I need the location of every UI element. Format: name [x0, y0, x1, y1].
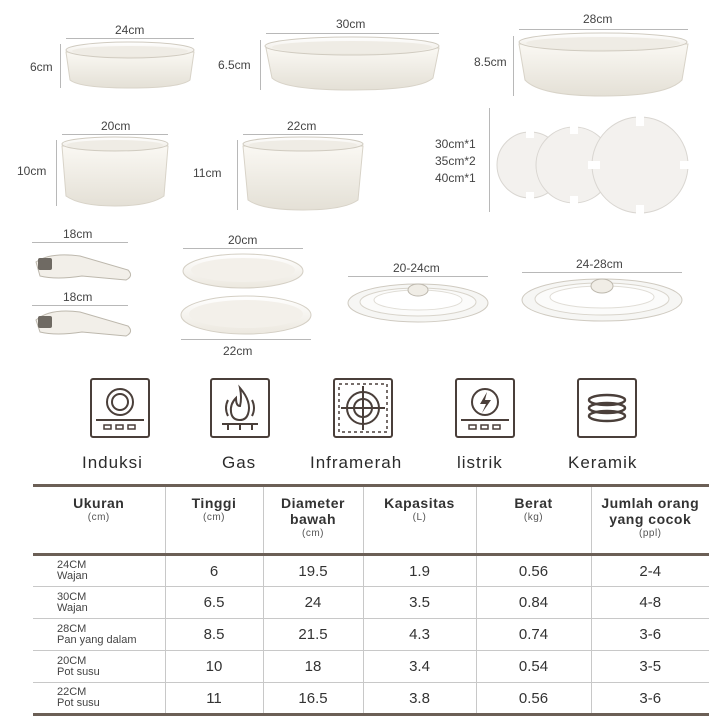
pot20-height-label: 10cm [17, 164, 47, 178]
cell-diameter: 24 [263, 587, 363, 619]
cell-size: 30CM Wajan [33, 587, 165, 619]
cell-height: 10 [165, 651, 263, 683]
protector-size-1: 30cm*1 [435, 137, 476, 151]
cell-capacity: 4.3 [363, 619, 476, 651]
cell-people: 3-5 [639, 658, 662, 675]
cell-people: 2-4 [639, 562, 662, 580]
protector-size-3: 40cm*1 [435, 171, 476, 185]
gas-flame-icon [210, 378, 270, 438]
pan24-width-label: 24cm [115, 23, 145, 37]
table-row [33, 587, 709, 619]
cell-diameter: 18 [263, 651, 363, 683]
cell-size: 20CM Pot susu [33, 651, 165, 683]
handle2-length-label: 18cm [63, 290, 93, 304]
cell-weight: 0.56 [476, 555, 591, 587]
flat-lid20-label: 20cm [228, 233, 258, 247]
protector-size-2: 35cm*2 [435, 154, 476, 168]
heat-label-listrik: listrik [457, 453, 503, 472]
detachable-handle-1 [36, 255, 131, 280]
pan30-height-label: 6.5cm [218, 58, 251, 72]
pot22-width-label: 22cm [287, 119, 317, 133]
glass-lid-20-24cm [348, 284, 488, 322]
cell-people: 4-8 [639, 594, 662, 611]
infrared-burner-icon [333, 378, 393, 438]
milk-pot-20cm [62, 137, 168, 206]
cell-weight: 0.54 [476, 651, 591, 683]
ceramic-plates-icon [577, 378, 637, 438]
cell-size: 24CM Wajan [33, 555, 165, 587]
frying-pan-24cm [66, 42, 194, 88]
cell-height: 6 [165, 555, 263, 587]
heat-label-keramik: Keramik [568, 453, 638, 472]
deep-pan-28cm [519, 33, 688, 96]
pan-protectors [497, 114, 692, 217]
table-row [33, 555, 709, 587]
glass-lid-large-label: 24-28cm [576, 257, 623, 271]
heat-label-induksi: Induksi [82, 453, 143, 472]
handle1-length-label: 18cm [63, 227, 93, 241]
table-row [33, 619, 709, 651]
flat-lid-22cm [181, 296, 311, 334]
cell-diameter: 21.5 [263, 619, 363, 651]
cell-people: 3-6 [639, 689, 662, 707]
header-tinggi: Tinggi (cm) [165, 486, 263, 555]
pot22-height-label: 11cm [193, 166, 222, 180]
induction-cooktop-icon [90, 378, 150, 438]
detachable-handle-2 [36, 311, 131, 336]
table-header-row [33, 486, 709, 555]
pot20-width-label: 20cm [101, 119, 131, 133]
flat-lid22-label: 22cm [223, 344, 253, 358]
spec-table [33, 484, 709, 716]
cell-diameter: 19.5 [263, 555, 363, 587]
cell-size: 22CM Pot susu [33, 683, 165, 715]
cell-capacity: 1.9 [363, 555, 476, 587]
pan24-height-label: 6cm [30, 60, 53, 74]
cell-size: 28CM Pan yang dalam [33, 619, 165, 651]
header-jumlah: Jumlah orang yang cocok (ppl) [601, 495, 700, 539]
table-row [33, 651, 709, 683]
heat-label-gas: Gas [222, 453, 257, 472]
header-kapasitas: Kapasitas (L) [363, 486, 476, 555]
header-berat: Berat (kg) [476, 486, 591, 555]
cell-capacity: 3.8 [363, 683, 476, 715]
header-diameter: Diameter bawah (cm) [263, 486, 363, 555]
electric-cooktop-icon [455, 378, 515, 438]
cell-weight: 0.74 [476, 619, 591, 651]
cell-capacity: 3.5 [363, 587, 476, 619]
table-row [33, 683, 709, 715]
flat-lid-20cm [183, 254, 303, 288]
pan28-height-label: 8.5cm [474, 55, 507, 69]
pan30-width-label: 30cm [336, 17, 366, 31]
cell-weight: 0.84 [476, 587, 591, 619]
glass-lid-small-label: 20-24cm [393, 261, 440, 275]
milk-pot-22cm [243, 137, 363, 210]
frying-pan-30cm [265, 37, 439, 90]
cell-height: 8.5 [165, 619, 263, 651]
cell-people: 3-6 [639, 626, 662, 643]
heat-label-inframerah: Inframerah [310, 453, 403, 472]
cell-height: 6.5 [165, 587, 263, 619]
pan28-width-label: 28cm [583, 12, 613, 26]
glass-lid-24-28cm [522, 279, 682, 321]
cell-weight: 0.56 [476, 683, 591, 715]
cell-height: 11 [165, 683, 263, 715]
cell-diameter: 16.5 [263, 683, 363, 715]
cell-capacity: 3.4 [363, 651, 476, 683]
header-ukuran: Ukuran (cm) [33, 486, 165, 555]
